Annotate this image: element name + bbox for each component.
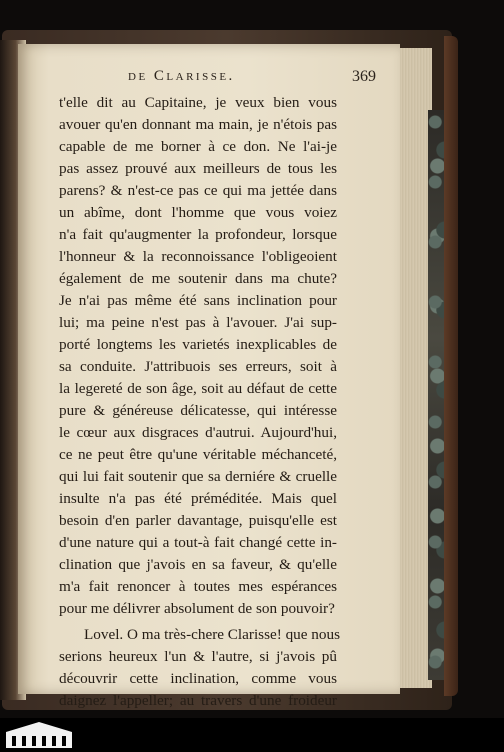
text-line: porté longtems les varietés inexplicables de — [59, 336, 337, 353]
text-line: Je n'ai pas même été sans inclination pour — [59, 292, 337, 309]
text-line: un abîme, dont l'homme que vous voiez — [59, 204, 337, 221]
text-line: clination que j'avois en sa faveur, & qu'elle — [59, 556, 337, 573]
cover-edge — [444, 36, 458, 696]
text-line: pour me délivrer absolument de son pouvoir? — [59, 600, 335, 617]
text-line: avouer qu'en donnant ma main, je n'étois pas — [59, 116, 337, 133]
text-line: daignez l'appeller; au travers d'une froideur — [59, 692, 337, 709]
text-line: serions heureux l'un & l'autre, si j'avois pû — [59, 648, 337, 665]
text-line: la legereté de son âge, soit au défaut de cette — [59, 380, 337, 397]
text-line: qui lui fait soutenir que sa derniére & cruelle — [59, 468, 337, 485]
text-line: l'honneur & la reconnoissance l'obligeoient — [59, 248, 337, 265]
page-number: 369 — [352, 68, 376, 85]
text-line: lui; ma peine n'est pas à l'avouer. J'ai sup- — [59, 314, 337, 331]
text-line: pas assez prouvé aux meilleurs de tous les — [59, 160, 337, 177]
library-logo-icon — [4, 720, 74, 750]
text-line: pure & généreuse délicatesse, qui intéresse — [59, 402, 337, 419]
text-line: parens? & n'est-ce pas ce qui ma jettée dans — [59, 182, 337, 199]
running-head: de Clarisse. — [128, 68, 235, 84]
text-line: n'a fait qu'augmenter la profondeur, lorsque — [59, 226, 337, 243]
text-line: d'une nature qui a tout-à fait changé cette in- — [59, 534, 337, 551]
text-line: le cœur aux disgraces d'autrui. Aujourd'hui, — [59, 424, 337, 441]
text-line: Lovel. O ma très-chere Clarisse! que nous — [84, 626, 340, 643]
text-line: découvrir cette inclination, comme vous — [59, 670, 337, 687]
text-line: besoin d'en parler davantage, puisqu'elle est — [59, 512, 337, 529]
text-line: ce ne peut être qu'une véritable méchanceté, — [59, 446, 337, 463]
page-edges — [396, 48, 432, 688]
page-header — [128, 68, 376, 88]
text-line: t'elle dit au Capitaine, je veux bien vous — [59, 94, 337, 111]
text-line: sa conduite. J'attribuois ses erreurs, soit à — [59, 358, 337, 375]
text-line: m'a fait renoncer à toutes mes espérances — [59, 578, 337, 595]
viewer-footer — [0, 718, 504, 752]
text-line: capable de me borner à ce don. Ne l'ai-je — [59, 138, 337, 155]
text-line: également de me soutenir dans ma chute? — [59, 270, 337, 287]
text-line: insulte n'a pas été préméditée. Mais quel — [59, 490, 337, 507]
